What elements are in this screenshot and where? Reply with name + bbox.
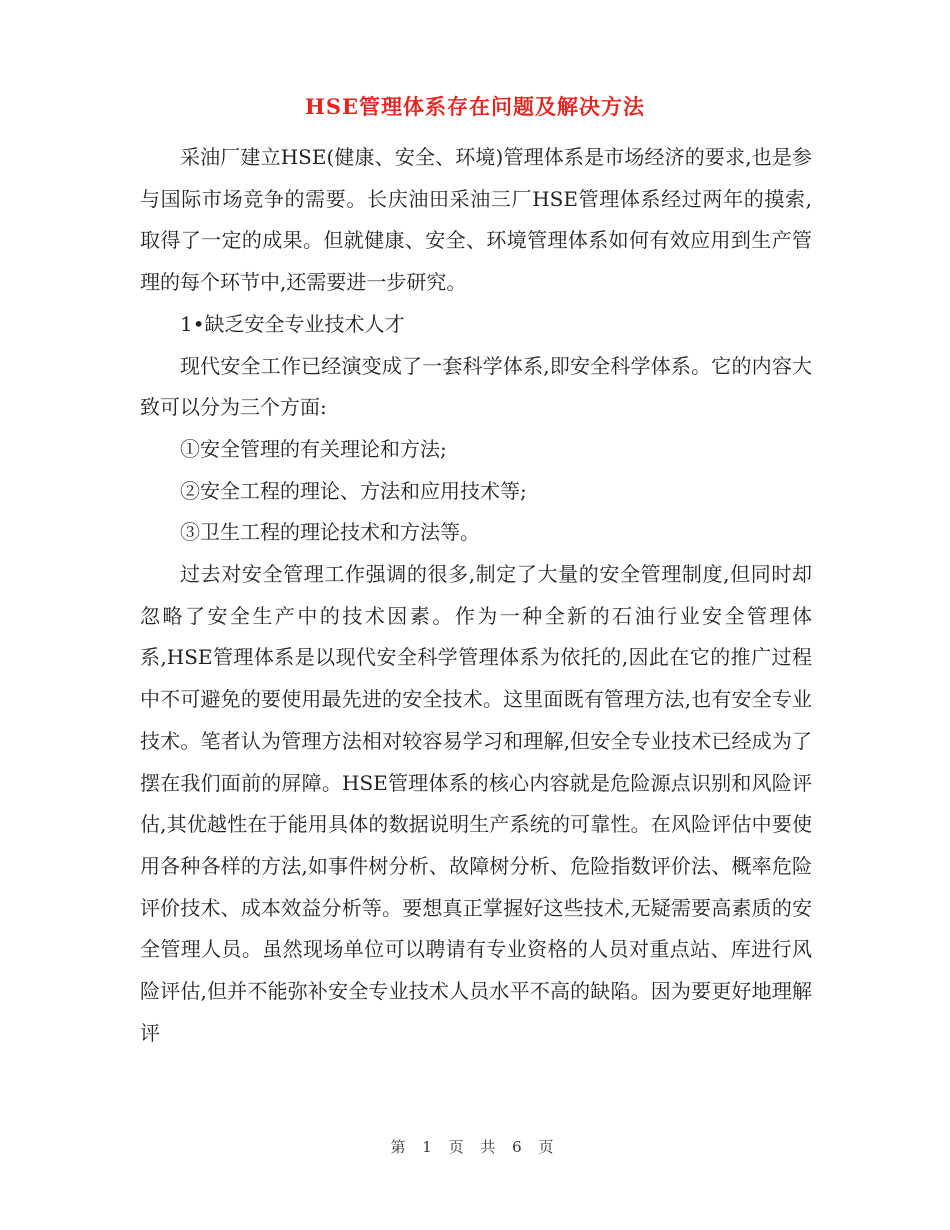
- document-body: [140, 137, 812, 1054]
- page-number-footer: 第 1 页 共 6 页: [390, 1138, 560, 1156]
- list-item-3: ③卫生工程的理论技术和方法等。: [180, 520, 480, 545]
- paragraph-technical-factors: 过去对安全管理工作强调的很多,制定了大量的安全管理制度,但同时却忽略了安全生产中的技术因素。作为一种全新的石油行业安全管理体系,HSE管理体系是以现代安全科学管理体系为依托的,因此在它的推广过程中不可避免的要使用最先进的安全技术。这里面既有管理方法,也有安全专业技术。笔者认为管理方法相对较容易学习和理解,但安全专业技术已经成为了摆在我们面前的屏障。HSE管理体系的核心内容就是危险源点识别和风险评估,其优越性在于能用具体的数据说明生产系统的可靠性。在风险评估中要使用各种各样的方法,如事件树分析、故障树分析、危险指数评价法、概率危险评价技术、成本效益分析等。要想真正掌握好这些技术,无疑需要高素质的安全管理人员。虽然现场单位可以聘请有专业资格的人员对重点站、库进行风险评估,但并不能弥补安全专业技术人员水平不高的缺陷。因为要更好地理解评: [140, 562, 812, 1045]
- list-item-2: ②安全工程的理论、方法和应用技术等;: [180, 478, 527, 503]
- document-title: HSE管理体系存在问题及解决方法: [304, 94, 645, 119]
- section-heading-1: 1•缺乏安全专业技术人才: [180, 311, 405, 336]
- paragraph-safety-science: 现代安全工作已经演变成了一套科学体系,即安全科学体系。它的内容大致可以分为三个方面:: [140, 353, 812, 420]
- paragraph-intro: 采油厂建立HSE(健康、安全、环境)管理体系是市场经济的要求,也是参与国际市场竞争的需要。长庆油田采油三厂HSE管理体系经过两年的摸索,取得了一定的成果。但就健康、安全、环境管理体系如何有效应用到生产管理的每个环节中,还需要进一步研究。: [140, 145, 812, 295]
- list-item-1: ①安全管理的有关理论和方法;: [180, 436, 447, 461]
